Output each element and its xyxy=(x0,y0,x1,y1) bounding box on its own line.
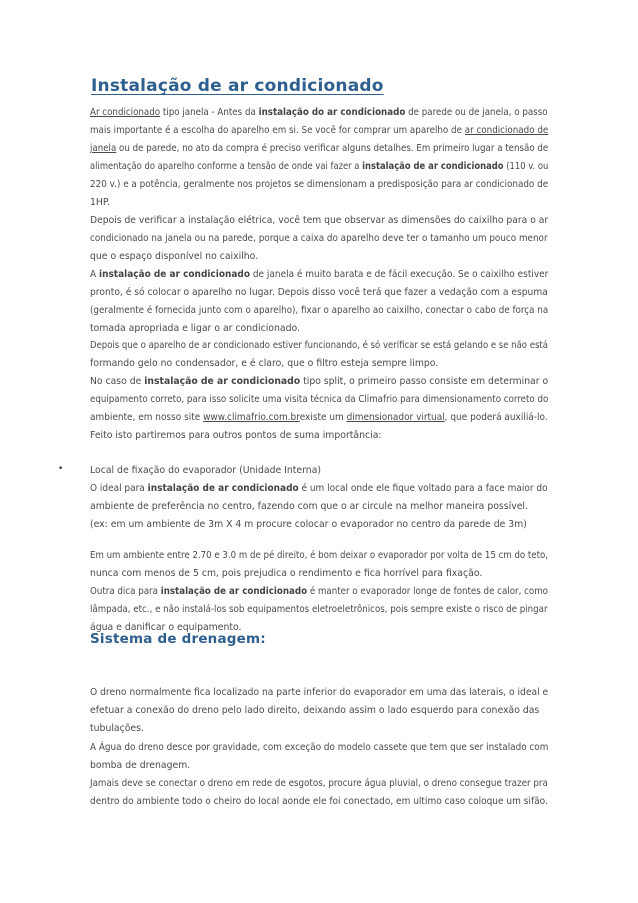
text-line: Depois que o aparelho de ar condicionado estiver funcionando, é só verificar se está gelando e se não está xyxy=(90,340,548,351)
paragraph-after-running xyxy=(90,337,548,373)
paragraph-drain-location xyxy=(90,684,548,738)
text-line: condicionado na janela ou na parede, porque a caixa do aparelho deve ter o tamanho um pouco menor xyxy=(90,233,548,245)
text-line: No caso de instalação de ar condicionado tipo split, o primeiro passo consiste em determinar o xyxy=(90,376,549,387)
text-line: O ideal para instalação de ar condicionado é um local onde ele fique voltado para a face maior do xyxy=(90,483,548,495)
section-heading-drainage: Sistema de drenagem: xyxy=(90,631,266,647)
text-line: tomada apropriada e ligar o ar condicionado. xyxy=(90,323,300,335)
paragraph-intro xyxy=(90,104,548,213)
text-line: água e danificar o equipamento. xyxy=(90,622,242,634)
page-title: Instalação de ar condicionado xyxy=(91,76,384,96)
text-line: efetuar a conexão do dreno pelo lado direito, deixando assim o lado esquerdo para conexão das xyxy=(90,705,540,717)
ar-condicionado-de-janela-link[interactable]: ar condicionado de xyxy=(464,125,549,137)
paragraph-installation-check xyxy=(90,212,548,266)
text-line: dentro do ambiente todo o cheiro do local aonde ele foi conectado, em ultimo caso coloque um sifão. xyxy=(90,796,548,808)
text-line: ambiente de preferência no centro, fazendo com que o ar circule na melhor maneira possível. xyxy=(90,501,528,513)
paragraph-evaporator-location xyxy=(90,462,548,516)
text-line: (ex: em um ambiente de 3m X 4 m procure colocar o evaporador no centro da parede de 3m) xyxy=(90,519,527,530)
paragraph-gravity xyxy=(90,739,548,775)
text-line: Depois de verificar a instalação elétrica, você tem que observar as dimensões do caixilho para o ar xyxy=(90,215,549,226)
climafrio-site-link[interactable]: www.climafrio.com.br xyxy=(203,412,300,424)
text-line: equipamento correto, para isso solicite uma visita técnica da Climafrio para dimensionamento correto do xyxy=(90,394,549,406)
paragraph-split xyxy=(90,373,548,427)
text-line: ambiente, em nosso site www.climafrio.com.brexiste um dimensionador virtual, que poderá auxiliá-lo. xyxy=(90,412,548,424)
text-line: 1HP. xyxy=(90,197,111,209)
text-line: lâmpada, etc., e não instalá-los sob equipamentos eletroeletrônicos, pois sempre existe o risco de pingar xyxy=(90,604,548,616)
text-line: 220 v.) e a potência, geralmente nos projetos se dimensionam a predisposição para ar condicionado de xyxy=(90,179,549,191)
text-line: tubulações. xyxy=(90,723,144,735)
text-line: Em um ambiente entre 2.70 e 3.0 m de pé direito, é bom deixar o evaporador por volta de 15 cm do teto, xyxy=(90,550,549,561)
text-line: alimentação do aparelho conforme a tensão de onde vai fazer a instalação de ar condicionado (110 v. ou xyxy=(90,161,549,173)
text-line: Outra dica para instalação de ar condicionado é manter o evaporador longe de fontes de calor, como xyxy=(90,586,548,597)
text-line: pronto, é só colocar o aparelho no lugar. Depois disso você terá que fazer a vedação com a espuma xyxy=(90,287,548,299)
text-line: mais importante é a escolha do aparelho em si. Se você for comprar um aparelho de ar condicionado de xyxy=(90,125,549,137)
text-line: Feito isto partiremos para outros pontos de suma importância: xyxy=(90,430,382,441)
text-line: formando gelo no condensador, e é claro, que o filtro esteja sempre limpo. xyxy=(90,358,439,370)
paragraph-sewage-warning xyxy=(90,775,548,811)
text-line: nunca com menos de 5 cm, pois prejudica o rendimento e fica horrível para fixação. xyxy=(90,568,483,580)
text-line: Local de fixação do evaporador (Unidade Interna) xyxy=(90,465,322,476)
paragraph-heat-sources xyxy=(90,583,548,637)
text-line: Jamais deve se conectar o dreno em rede de esgotos, procure água pluvial, o dreno consegue trazer pra xyxy=(90,778,548,789)
janela-link[interactable]: janela xyxy=(90,143,117,155)
paragraph-example xyxy=(90,516,548,534)
text-line: que o espaço disponível no caixilho. xyxy=(90,251,259,263)
text-line: bomba de drenagem. xyxy=(90,760,191,772)
paragraph-window-install xyxy=(90,266,548,338)
text-line: Ar condicionado tipo janela - Antes da instalação do ar condicionado de parede ou de janela, o passo xyxy=(90,107,548,118)
text-line: (geralmente é fornecida junto com o aparelho), fixar o aparelho ao caixilho, conectar o cabo de força na xyxy=(90,305,549,317)
paragraph-ceiling-height xyxy=(90,547,548,583)
text-line: O dreno normalmente fica localizado na parte inferior do evaporador em uma das laterais, o ideal e xyxy=(90,687,549,698)
dimensionador-virtual-link[interactable]: dimensionador virtual xyxy=(346,412,445,424)
ar-condicionado-link[interactable]: Ar condicionado xyxy=(90,107,161,118)
text-line: A instalação de ar condicionado de janela é muito barata e de fácil execução. Se o caixilho estiver xyxy=(90,269,549,280)
list-bullet: • xyxy=(58,464,64,474)
text-line: A Água do dreno desce por gravidade, com exceção do modelo cassete que tem que ser instalado com xyxy=(90,742,549,753)
paragraph-next-points xyxy=(90,427,548,445)
text-line: janela ou de parede, no ato da compra é preciso verificar alguns detalhes. Em primeiro lugar a tensão de xyxy=(90,143,549,155)
